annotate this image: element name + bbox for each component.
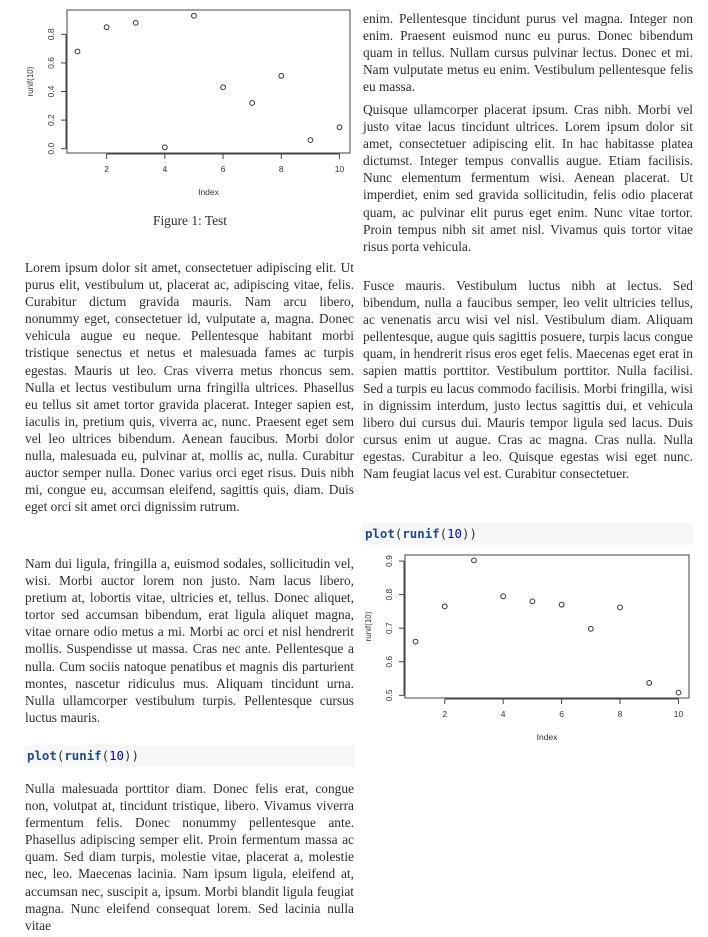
y-tick-label: 0.6 <box>46 56 57 69</box>
code-function-plot: plot <box>27 748 57 763</box>
code-chunk-left: plot(runif(10)) <box>24 745 355 767</box>
x-tick-label: 4 <box>500 709 506 719</box>
y-tick-label: 0.8 <box>46 28 56 41</box>
data-point <box>413 639 418 644</box>
figure-1-caption: Figure 1: Test <box>153 213 227 228</box>
y-axis-label: runif(10) <box>26 66 35 97</box>
x-tick-label: 6 <box>220 164 226 174</box>
data-point <box>472 558 477 563</box>
code-function-plot: plot <box>365 526 395 541</box>
code-number: 10 <box>109 748 125 763</box>
data-point <box>501 594 506 599</box>
right-paragraph-3: Fusce mauris. Vestibulum luctus nibh at lectus. Sed bibendum, nulla a faucibus semper, leo velit ultricies tellus, ac venenatis arcu wisi vel nisl. Vestibulum diam. Aliquam pellentesque, augue quis sagittis posuere, turpis lacus congue quam, in hendrerit risus eros eget felis. Maecenas eget erat in sapien mattis porttitor. Vestibulum porttitor. Nulla facilisi. Sed a turpis eu lacus commodo facilisis. Morbi fringilla, wisi in dignissim interdum, justo lectus sagittis dui, et vehicula libero dui cursus dui. Mauris tempor ligula sed lacus. Duis cursus enim ut augue. Cras ac magna. Cras nulla. Nulla egestas. Curabitur a leo. Quisque egestas wisi eget nunc. Nam feugiat lacus vel est. Curabitur consectetuer. <box>363 278 693 482</box>
y-tick-label: 0.5 <box>384 689 394 702</box>
y-tick-label: 0.2 <box>46 114 56 127</box>
x-tick-label: 10 <box>673 709 684 719</box>
y-tick-label: 0.0 <box>46 142 56 155</box>
y-tick-label: 0.9 <box>384 555 394 567</box>
x-tick-label: 4 <box>162 164 168 174</box>
code-number: 10 <box>447 526 463 541</box>
data-point <box>618 605 623 610</box>
code-chunk-right: plot(runif(10)) <box>362 523 693 545</box>
right-paragraph-2: Quisque ullamcorper placerat ipsum. Cras nibh. Morbi vel justo vitae lacus tincidunt ultrices. Lorem ipsum dolor sit amet, consectetuer adipiscing elit. In hac habitasse platea dictumst. Integer tempus convallis augue. Etiam facilisis. Nunc elementum fermentum wisi. Aenean placerat. Ut imperdiet, enim sed gravida sollicitudin, felis odio placerat quam, ac pulvinar elit purus eget enim. Nunc vitae tortor. Proin tempus nibh sit amet nisl. Vivamus quis tortor vitae risus porta vehicula. <box>363 102 693 254</box>
x-tick-label: 2 <box>104 164 109 174</box>
x-tick-label: 8 <box>617 709 623 719</box>
left-paragraph-2: Nam dui ligula, fringilla a, euismod sodales, sollicitudin vel, wisi. Morbi auctor lorem non justo. Nam lacus libero, pretium at, lobortis vitae, ultricies et, tellus. Donec aliquet, tortor sed accumsan bibendum, erat ligula aliquet magna, vitae ornare odio metus a mi. Morbi ac orci et nisl hendrerit mollis. Suspendisse ut massa. Cras nec ante. Pellentesque a nulla. Cum sociis natoque penatibus et magnis dis parturient montes, nascetur ridiculus mus. Aliquam tincidunt urna. Nulla ullamcorper vestibulum turpis. Pellentesque cursus luctus mauris. <box>25 556 354 725</box>
x-tick-label: 10 <box>334 164 345 174</box>
data-point <box>442 604 447 609</box>
data-point <box>588 626 593 631</box>
x-tick-label: 8 <box>278 164 284 174</box>
right-paragraph-1: enim. Pellentesque tincidunt purus vel magna. Integer non enim. Praesent euismod nunc eu purus. Donec bibendum quam in tellus. Nullam cursus pulvinar lectus. Donec et mi. Nam vulputate metus eu enim. Vestibulum pellentesque felis eu massa. <box>363 11 693 95</box>
x-axis-label: Index <box>536 732 558 742</box>
y-tick-label: 0.4 <box>46 85 56 98</box>
y-tick-label: 0.8 <box>384 588 394 601</box>
data-point <box>559 602 564 607</box>
left-paragraph-1: Lorem ipsum dolor sit amet, consectetuer adipiscing elit. Ut purus elit, vestibulum ut, placerat ac, adipiscing vitae, felis. Curabitur dictum gravida mauris. Nam arcu libero, nonummy eget, consectetuer id, vulputate a, magna. Donec vehicula augue eu neque. Pellentesque habitant morbi tristique senectus et netus et malesuada fames ac turpis egestas. Mauris ut leo. Cras viverra metus rhoncus sem. Nulla et lectus vestibulum urna fringilla ultrices. Phasellus eu tellus sit amet tortor gravida placerat. Integer sapien est, iaculis in, pretium quis, viverra ac, nunc. Praesent eget sem vel leo ultrices bibendum. Aenean faucibus. Morbi dolor nulla, malesuada eu, pulvinar at, mollis ac, nulla. Curabitur auctor semper nulla. Donec varius orci eget risus. Duis nibh mi, congue eu, accumsan eleifend, sagittis quis, diam. Duis eget orci sit amet orci dignissim rutrum. <box>25 260 354 515</box>
code-function-runif: runif <box>64 748 102 763</box>
y-tick-label: 0.7 <box>384 622 394 635</box>
code-function-runif: runif <box>402 526 440 541</box>
data-point <box>530 599 535 604</box>
data-point <box>647 680 652 685</box>
x-tick-label: 6 <box>559 709 564 719</box>
plot-frame <box>405 555 689 698</box>
x-axis-label: Index <box>198 187 219 197</box>
x-tick-label: 2 <box>442 709 448 719</box>
y-tick-label: 0.6 <box>384 655 394 668</box>
y-axis-label: runif(10) <box>364 611 373 642</box>
left-paragraph-3: Nulla malesuada porttitor diam. Donec felis erat, congue non, volutpat at, tincidunt tristique, libero. Vivamus viverra fermentum felis. Donec nonummy pellentesque ante. Phasellus adipiscing semper elit. Proin fermentum massa ac quam. Sed diam turpis, molestie vitae, placerat a, molestie nec, leo. Maecenas lacinia. Nam ipsum ligula, eleifend at, accumsan nec, suscipit a, ipsum. Morbi blandit ligula feugiat magna. Nunc eleifend consequat lorem. Sed lacinia nulla vitae <box>25 781 354 933</box>
data-point <box>676 690 681 695</box>
